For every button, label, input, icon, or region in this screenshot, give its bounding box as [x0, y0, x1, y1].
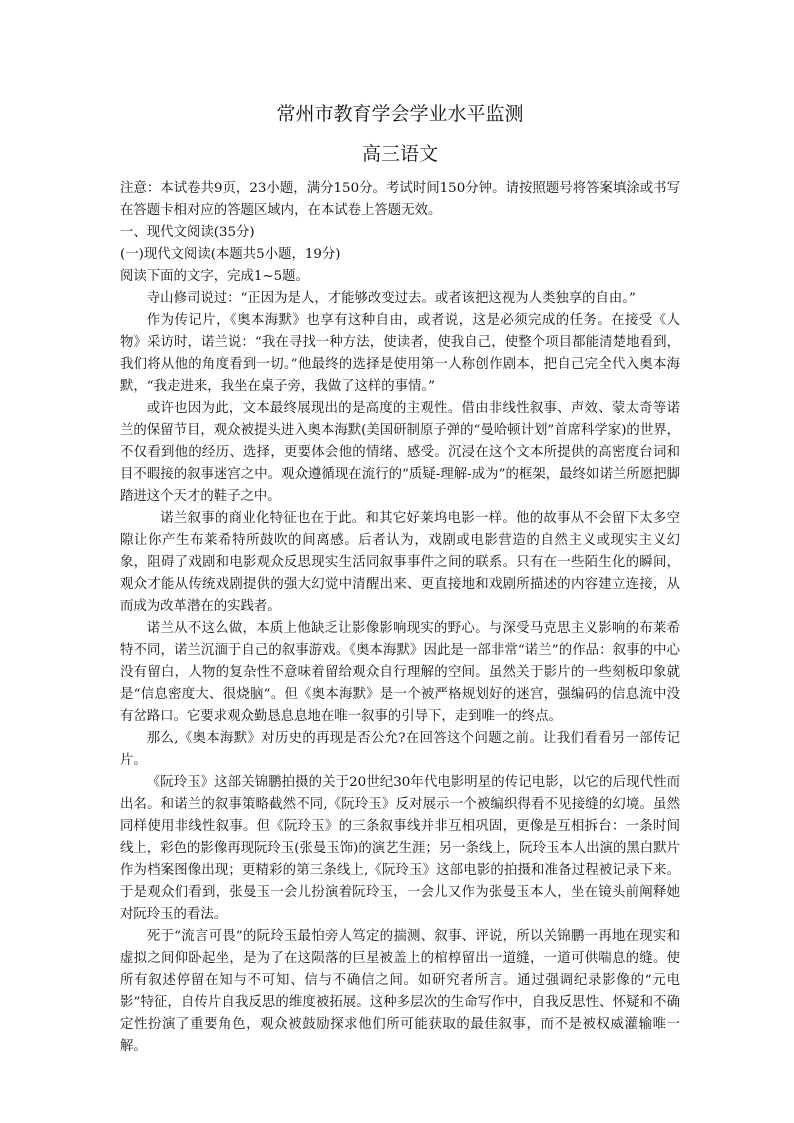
- passage-paragraph-6: 那么,《奥本海默》对历史的再现是否公允?在回答这个问题之前。让我们看看另一部传记片。: [120, 731, 680, 768]
- passage-paragraph-4: 诺兰叙事的商业化特征也在于此。和其它好莱坞电影一样。他的故事从不会留下太多空隙让你产生布莱希特所鼓吹的间离感。后者认为，戏剧或电影营造的自然主义或现实主义幻象，阻碍了戏剧和电影观众反思现实生活同叙事事件之间的联系。只有在一些陌生化的瞬间，观众才能从传统戏剧提供的强大幻觉中清醒出来、更直接地和戏剧所描述的内容建立连接，从而成为改革潜在的实践者。: [120, 511, 680, 614]
- reading-instruction: 阅读下面的文字，完成1~5题。: [120, 269, 309, 284]
- exam-subject: 高三语文: [361, 143, 438, 165]
- exam-notice: 注意：本试卷共9页，23小题，满分150分。考试时间150分钟。请按照题号将答案填涂或书写在答题卡相对应的答题区域内，在本试卷上答题无效。: [120, 181, 680, 218]
- passage-paragraph-5: 诺兰从不这么做，本质上他缺乏让影像影响现实的野心。与深受马克思主义影响的布莱希特不同，诺兰沉湎于自己的叙事游戏。《奥本海默》因此是一部非常“诺兰”的作品：叙事的中心没有留白，人物的复杂性不意味着留给观众自行理解的空间。虽然关于影片的一些刻板印象就是“信息密度大、很烧脑”。但《奥本海默》是一个被严格规划好的迷宫，强编码的信息流中没有岔路口。它要求观众勤恳息息地在唯一叙事的引导下，走到唯一的终点。: [120, 621, 680, 724]
- passage-paragraph-2: 作为传记片，《奥本海默》也享有这种自由，或者说，这是必须完成的任务。在接受《人物》采访时，诺兰说：“我在寻找一种方法，使读者，使我自己，使整个项目都能清楚地看到，我们将从他的角度看到一切。”他最终的选择是使用第一人称创作剧本，把自己完全代入奥本海默，“我走进来，我坐在桌子旁，我做了这样的事情。”: [120, 313, 680, 394]
- exam-page: [120, 100, 680, 1058]
- passage-paragraph-8: 死于“流言可畏”的阮玲玉最怕旁人笃定的揣测、叙事、评说，所以关锦鹏一再地在现实和虚拟之间仰卧起坐，是为了在这陨落的巨星被盖上的棺椁留出一道缝，一道可供喘息的缝。使所有叙述停留在知与不可知、信与不确信之间。如研究者所言。通过强调纪录影像的“元电影”特征，自传片自我反思的维度被拓展。这种多层次的生命写作中，自我反思性、怀疑和不确定性扮演了重要角色，观众被鼓励探求他们所可能获取的最佳叙事，而不是被权威灌输唯一解。: [120, 929, 680, 1054]
- passage-paragraph-1: 寺山修司说过：“正因为是人，才能够改变过去。或者该把这视为人类独享的自由。”: [146, 291, 636, 306]
- passage-paragraph-7: 《阮玲玉》这部关锦鹏拍摄的关于20世纪30年代电影明星的传记电影，以它的后现代性而出名。和诺兰的叙事策略截然不同,《阮玲玉》反对展示一个被编织得看不见接缝的幻境。虽然同样使用非线性叙事。但《阮玲玉》的三条叙事线并非互相巩固，更像是互相拆台：一条时间线上，彩色的影像再现阮玲玉(张曼玉饰)的演艺生涯；另一条线上，阮玲玉本人出演的黑白默片作为档案图像出现；更精彩的第三条线上,《阮玲玉》这部电影的拍摄和准备过程被记录下来。于是观众们看到，张曼玉一会儿扮演着阮玲玉，一会儿又作为张曼玉本人，坐在镜头前阐释她对阮玲玉的看法。: [120, 775, 680, 922]
- section-subheading: (一)现代文阅读(本题共5小题，19分): [120, 247, 341, 262]
- exam-title: 常州市教育学会学业水平监测: [276, 103, 524, 125]
- section-heading: 一、现代文阅读(35分): [120, 225, 255, 240]
- passage-paragraph-3: 或许也因为此，文本最终展现出的是高度的主观性。借由非线性叙事、声效、蒙太奇等诺兰的保留节目，观众被提头进入奥本海默(美国研制原子弹的“曼哈顿计划”首席科学家)的世界，不仅看到他的经历、选择，更要体会他的情绪、感受。沉浸在这个文本所提供的高密度台词和目不暇接的叙事迷宫之中。观众遵循现在流行的“质疑-理解-成为”的框架，最终如诺兰所愿把脚踏进这个天才的鞋子之中。: [120, 401, 680, 504]
